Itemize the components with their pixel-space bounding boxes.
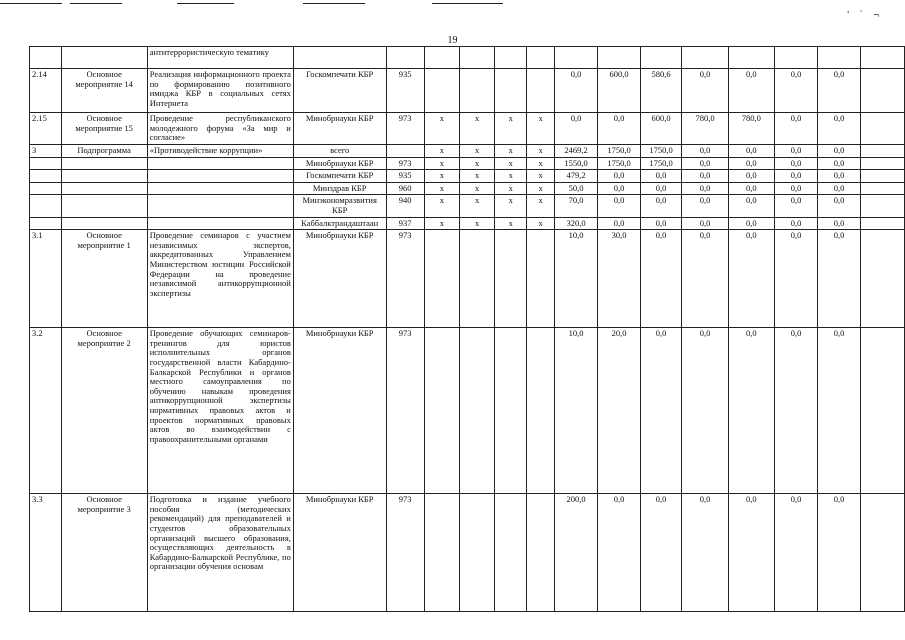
cell-number: 3.2 xyxy=(30,328,62,494)
cell-value: 0,0 xyxy=(774,170,817,183)
cell-code: 973 xyxy=(386,230,424,328)
cell-name xyxy=(147,217,293,230)
cell-value: 0,0 xyxy=(728,170,774,183)
cell-value: 0,0 xyxy=(682,69,728,113)
cell-value xyxy=(861,217,905,230)
cell-mark: х xyxy=(459,157,494,170)
cell-value: 0,0 xyxy=(598,182,641,195)
cell-executor: Минздрав КБР xyxy=(293,182,386,195)
cell-value: 0,0 xyxy=(818,170,861,183)
cell-mark: х xyxy=(459,170,494,183)
cell-value xyxy=(861,195,905,217)
cell-number xyxy=(30,195,62,217)
cell-number: 2.15 xyxy=(30,113,62,145)
subprogram-row xyxy=(30,170,905,183)
cell-code xyxy=(386,47,424,69)
cell-value: 0,0 xyxy=(728,145,774,158)
cell-value: 0,0 xyxy=(640,328,682,494)
cell-number xyxy=(30,182,62,195)
cell-type: Основное мероприятие 15 xyxy=(61,113,147,145)
cell-number xyxy=(30,217,62,230)
cell-name xyxy=(147,182,293,195)
cell-mark xyxy=(495,69,527,113)
cell-value: 10,0 xyxy=(554,328,598,494)
cell-value: 0,0 xyxy=(728,182,774,195)
cell-value xyxy=(861,230,905,328)
cell-value: 0,0 xyxy=(774,182,817,195)
cell-executor: Минобрнауки КБР xyxy=(293,113,386,145)
cell-number xyxy=(30,157,62,170)
cell-value: 0,0 xyxy=(598,494,641,612)
cell-executor: Минэкономразвития КБР xyxy=(293,195,386,217)
cell-value xyxy=(861,69,905,113)
cell-executor: всего xyxy=(293,145,386,158)
table-row xyxy=(30,69,905,113)
cell-value xyxy=(818,47,861,69)
cell-type: Основное мероприятие 3 xyxy=(61,494,147,612)
cell-mark: х xyxy=(495,113,527,145)
header-rule-4 xyxy=(303,3,365,4)
table-row xyxy=(30,230,905,328)
cell-mark: х xyxy=(424,157,459,170)
subprogram-row xyxy=(30,157,905,170)
cell-executor: Минобрнауки КБР xyxy=(293,328,386,494)
cell-mark: х xyxy=(527,195,554,217)
table-row xyxy=(30,47,905,69)
cell-value: 0,0 xyxy=(554,69,598,113)
cell-value: 0,0 xyxy=(682,494,728,612)
cell-number xyxy=(30,47,62,69)
cell-mark xyxy=(527,47,554,69)
cell-value: 0,0 xyxy=(818,217,861,230)
cell-value: 1750,0 xyxy=(640,145,682,158)
cell-value xyxy=(861,145,905,158)
cell-mark xyxy=(459,69,494,113)
cell-value xyxy=(861,328,905,494)
cell-mark xyxy=(495,328,527,494)
cell-mark xyxy=(527,230,554,328)
cell-value: 0,0 xyxy=(774,113,817,145)
cell-executor: Минобрнауки КБР xyxy=(293,230,386,328)
cell-value: 0,0 xyxy=(774,195,817,217)
cell-value: 0,0 xyxy=(640,182,682,195)
cell-number: 3 xyxy=(30,145,62,158)
cell-value: 1750,0 xyxy=(598,157,641,170)
cell-executor: Госкомпечати КБР xyxy=(293,69,386,113)
cell-value: 0,0 xyxy=(818,157,861,170)
cell-value xyxy=(598,47,641,69)
cell-mark xyxy=(424,69,459,113)
cell-type xyxy=(61,47,147,69)
cell-value xyxy=(554,47,598,69)
cell-value: 0,0 xyxy=(818,145,861,158)
cell-value: 2469,2 xyxy=(554,145,598,158)
cell-mark: х xyxy=(459,145,494,158)
cell-mark: х xyxy=(527,170,554,183)
cell-value: 0,0 xyxy=(598,170,641,183)
cell-value: 0,0 xyxy=(818,113,861,145)
cell-value: 0,0 xyxy=(728,69,774,113)
table-row xyxy=(30,113,905,145)
cell-value: 0,0 xyxy=(682,217,728,230)
cell-code: 973 xyxy=(386,328,424,494)
cell-mark: х xyxy=(459,195,494,217)
cell-mark xyxy=(459,494,494,612)
cell-mark xyxy=(527,69,554,113)
subprogram-row xyxy=(30,145,905,158)
cell-value: 1750,0 xyxy=(598,145,641,158)
cell-mark xyxy=(527,494,554,612)
cell-mark: х xyxy=(459,182,494,195)
cell-value: 600,0 xyxy=(598,69,641,113)
cell-value: 0,0 xyxy=(598,217,641,230)
cell-mark xyxy=(424,494,459,612)
cell-value: 0,0 xyxy=(640,170,682,183)
cell-type: Основное мероприятие 14 xyxy=(61,69,147,113)
cell-mark: х xyxy=(424,195,459,217)
cell-mark: х xyxy=(495,195,527,217)
cell-name xyxy=(147,170,293,183)
cell-name: Подготовка и издание учебного пособия (методических рекомендаций) для преподавателей и студентов образовательных организаций высшего образования, осуществляющих деятельность в Кабардино-Балкарской Республике, по организации обучения основам xyxy=(147,494,293,612)
cell-value: 0,0 xyxy=(640,230,682,328)
cell-type: Основное мероприятие 1 xyxy=(61,230,147,328)
cell-name: антитеррористическую тематику xyxy=(147,47,293,69)
cell-number xyxy=(30,170,62,183)
cell-mark xyxy=(495,47,527,69)
cell-code: 937 xyxy=(386,217,424,230)
cell-value: 10,0 xyxy=(554,230,598,328)
cell-mark: х xyxy=(424,170,459,183)
cell-mark: х xyxy=(527,182,554,195)
cell-type xyxy=(61,195,147,217)
cell-code: 940 xyxy=(386,195,424,217)
cell-mark xyxy=(495,230,527,328)
cell-mark xyxy=(459,328,494,494)
cell-value: 0,0 xyxy=(640,217,682,230)
cell-mark: х xyxy=(424,217,459,230)
cell-executor: Каббалктрандаштаан xyxy=(293,217,386,230)
cell-value: 600,0 xyxy=(640,113,682,145)
cell-value: 0,0 xyxy=(682,145,728,158)
cell-value xyxy=(682,47,728,69)
cell-value: 0,0 xyxy=(598,113,641,145)
cell-value xyxy=(861,182,905,195)
cell-type xyxy=(61,157,147,170)
cell-value: 50,0 xyxy=(554,182,598,195)
cell-mark: х xyxy=(495,182,527,195)
cell-executor: Минобрнауки КБР xyxy=(293,494,386,612)
cell-value: 0,0 xyxy=(682,157,728,170)
cell-name: Проведение семинаров с участием независимых экспертов, аккредитованных Управлением Министерством юстиции Российской Федерации на проведение независимой антикоррупционной экспертизы xyxy=(147,230,293,328)
cell-mark xyxy=(424,47,459,69)
cell-value: 780,0 xyxy=(682,113,728,145)
cell-value: 0,0 xyxy=(682,182,728,195)
cell-mark: х xyxy=(424,113,459,145)
cell-value: 0,0 xyxy=(818,195,861,217)
table-row xyxy=(30,328,905,494)
cell-value: 0,0 xyxy=(598,195,641,217)
cell-mark: х xyxy=(527,157,554,170)
cell-mark: х xyxy=(527,113,554,145)
program-table xyxy=(29,46,905,612)
cell-type: Основное мероприятие 2 xyxy=(61,328,147,494)
cell-mark: х xyxy=(459,217,494,230)
cell-value: 0,0 xyxy=(774,69,817,113)
cell-value: 200,0 xyxy=(554,494,598,612)
cell-code: 973 xyxy=(386,113,424,145)
cell-value: 0,0 xyxy=(774,157,817,170)
cell-name xyxy=(147,195,293,217)
header-rule-1 xyxy=(0,3,62,4)
cell-value: 0,0 xyxy=(682,230,728,328)
cell-value: 30,0 xyxy=(598,230,641,328)
cell-mark: х xyxy=(495,217,527,230)
cell-value: 0,0 xyxy=(774,217,817,230)
cell-executor xyxy=(293,47,386,69)
cell-value: 0,0 xyxy=(774,494,817,612)
cell-value xyxy=(861,47,905,69)
cell-value: 0,0 xyxy=(728,494,774,612)
cell-value xyxy=(774,47,817,69)
cell-number: 2.14 xyxy=(30,69,62,113)
cell-value: 1750,0 xyxy=(640,157,682,170)
cell-value: 0,0 xyxy=(818,69,861,113)
cell-value xyxy=(861,494,905,612)
cell-mark: х xyxy=(527,217,554,230)
cell-value: 0,0 xyxy=(682,328,728,494)
cell-value: 0,0 xyxy=(728,217,774,230)
cell-mark xyxy=(459,47,494,69)
cell-mark xyxy=(424,230,459,328)
cell-type xyxy=(61,217,147,230)
cell-executor: Госкомпечати КБР xyxy=(293,170,386,183)
cell-value: 1550,0 xyxy=(554,157,598,170)
cell-value xyxy=(861,113,905,145)
cell-code: 973 xyxy=(386,494,424,612)
cell-executor: Минобрнауки КБР xyxy=(293,157,386,170)
cell-value: 580,6 xyxy=(640,69,682,113)
subprogram-row xyxy=(30,195,905,217)
cell-value xyxy=(728,47,774,69)
cell-code xyxy=(386,145,424,158)
corner-marks: ' ` ¬ xyxy=(847,10,883,21)
cell-name xyxy=(147,157,293,170)
cell-value: 0,0 xyxy=(728,328,774,494)
cell-mark xyxy=(527,328,554,494)
cell-value: 0,0 xyxy=(818,230,861,328)
cell-type: Подпрограмма xyxy=(61,145,147,158)
cell-mark xyxy=(495,494,527,612)
cell-mark: х xyxy=(424,182,459,195)
cell-name: Проведение республиканского молодежного форума «За мир и согласие» xyxy=(147,113,293,145)
cell-value xyxy=(861,157,905,170)
cell-value: 0,0 xyxy=(554,113,598,145)
cell-mark: х xyxy=(459,113,494,145)
cell-mark: х xyxy=(495,157,527,170)
cell-value xyxy=(640,47,682,69)
cell-name: Проведение обучающих семинаров-тренингов для юристов исполнительных органов государственной власти Кабардино-Балкарской Республики и органов местного самоуправления по обучению навыкам проведения антикоррупционной экспертизы нормативных правовых актов и проектов нормативных правовых актов во взаимодействии с правоохранительными органами xyxy=(147,328,293,494)
cell-value: 0,0 xyxy=(728,195,774,217)
cell-mark: х xyxy=(527,145,554,158)
cell-code: 973 xyxy=(386,157,424,170)
cell-value: 0,0 xyxy=(682,195,728,217)
cell-value: 0,0 xyxy=(818,494,861,612)
cell-value: 780,0 xyxy=(728,113,774,145)
cell-name: Реализация информационного проекта по формированию позитивного имиджа КБР в социальных сетях Интернета xyxy=(147,69,293,113)
cell-value: 20,0 xyxy=(598,328,641,494)
cell-name: «Противодействие коррупции» xyxy=(147,145,293,158)
cell-value: 320,0 xyxy=(554,217,598,230)
cell-value: 0,0 xyxy=(774,145,817,158)
cell-value: 0,0 xyxy=(682,170,728,183)
header-rule-3 xyxy=(177,3,234,4)
cell-value: 70,0 xyxy=(554,195,598,217)
cell-value: 0,0 xyxy=(728,157,774,170)
cell-number: 3.1 xyxy=(30,230,62,328)
header-rule-5 xyxy=(432,3,503,4)
cell-number: 3.3 xyxy=(30,494,62,612)
cell-value: 479,2 xyxy=(554,170,598,183)
cell-value: 0,0 xyxy=(640,494,682,612)
cell-code: 935 xyxy=(386,69,424,113)
subprogram-row xyxy=(30,182,905,195)
cell-type xyxy=(61,182,147,195)
cell-mark xyxy=(424,328,459,494)
cell-value xyxy=(861,170,905,183)
cell-value: 0,0 xyxy=(818,182,861,195)
header-rule-2 xyxy=(70,3,122,4)
cell-mark: х xyxy=(424,145,459,158)
cell-code: 960 xyxy=(386,182,424,195)
cell-code: 935 xyxy=(386,170,424,183)
cell-type xyxy=(61,170,147,183)
page-number: 19 xyxy=(447,35,458,46)
cell-value: 0,0 xyxy=(774,230,817,328)
cell-mark: х xyxy=(495,170,527,183)
cell-value: 0,0 xyxy=(640,195,682,217)
table-row xyxy=(30,494,905,612)
cell-value: 0,0 xyxy=(818,328,861,494)
subprogram-row xyxy=(30,217,905,230)
cell-value: 0,0 xyxy=(728,230,774,328)
cell-mark: х xyxy=(495,145,527,158)
cell-value: 0,0 xyxy=(774,328,817,494)
cell-mark xyxy=(459,230,494,328)
